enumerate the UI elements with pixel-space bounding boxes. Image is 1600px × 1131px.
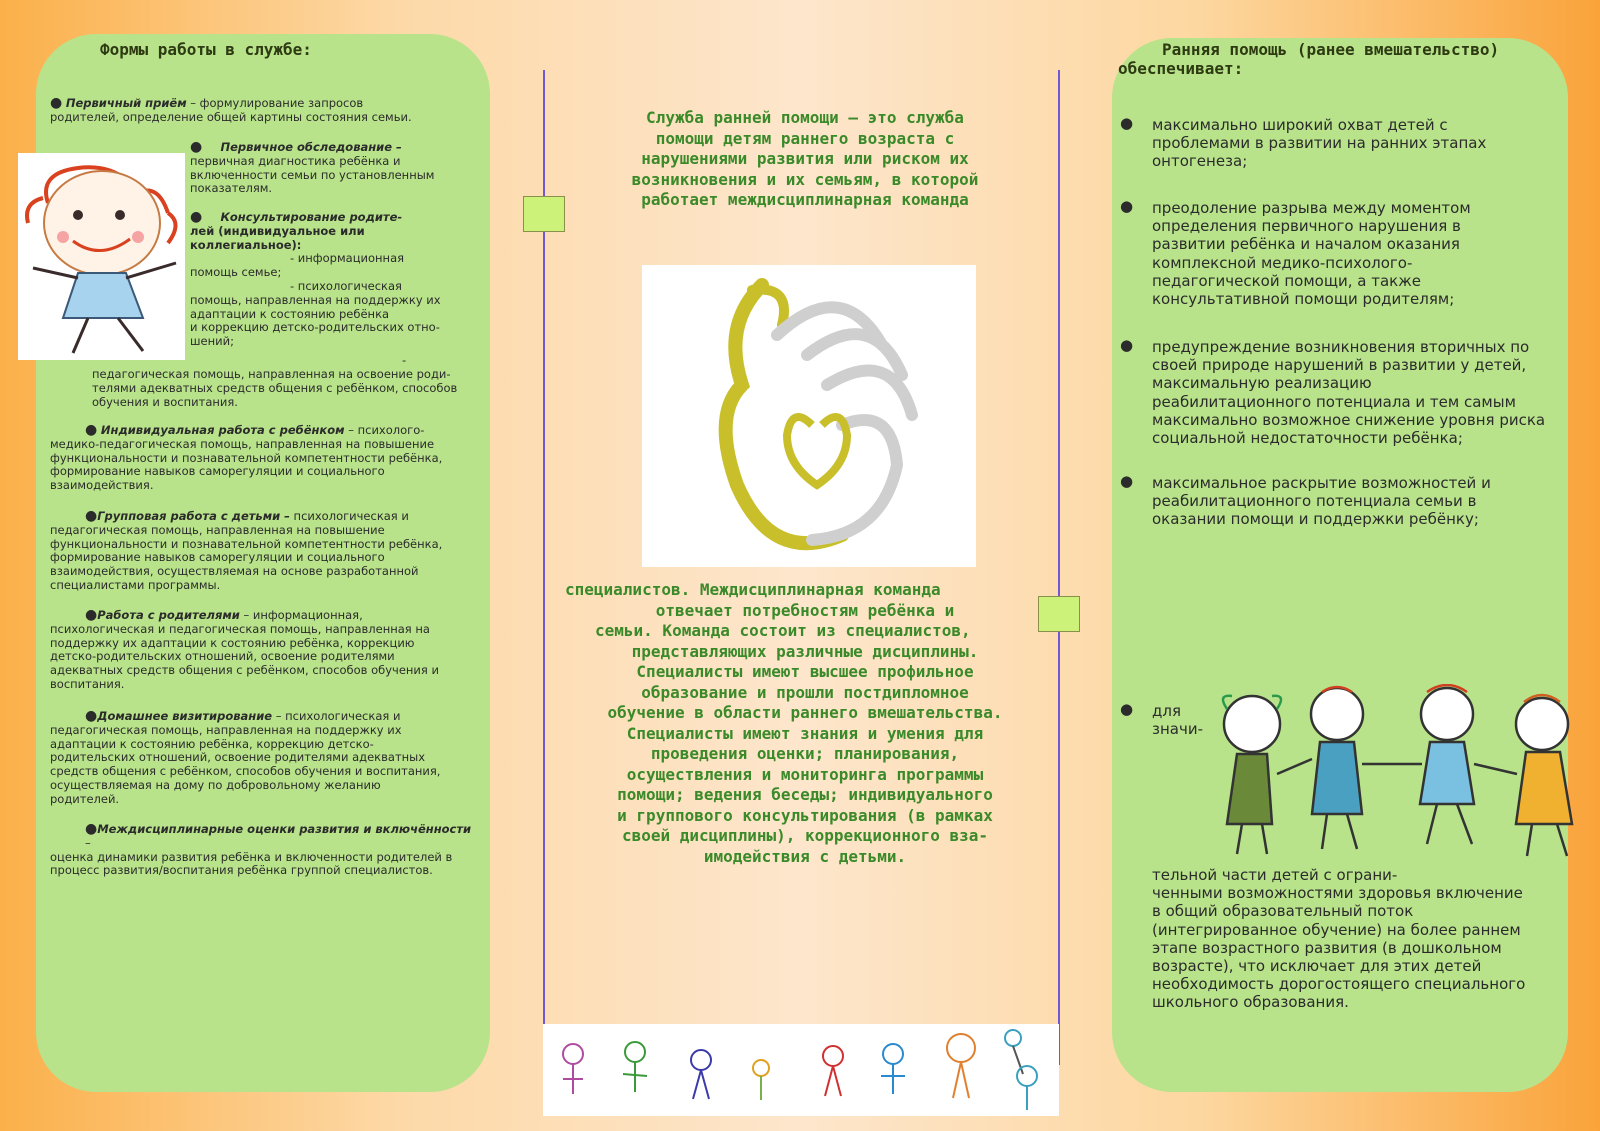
dash-mark: -	[402, 353, 407, 367]
right-title: Ранняя помощь (ранее вмешательство) обеспечивает:	[1118, 40, 1500, 78]
center-right-divider	[1058, 70, 1060, 1065]
kids-strip-image	[543, 1024, 1059, 1116]
bullet-icon: ●	[1120, 336, 1134, 354]
center-intro-text: Служба ранней помощи – это служба помощи детям раннего возраста с нарушениями развития или риском их возникновения и их семьям, в которой работает междисциплинарная команда	[631, 108, 979, 209]
hands-heart-logo	[642, 265, 976, 567]
right-item-5-tail: тельной части детей с ограни- ченными возможностями здоровья включение в общий образовательный поток (интегрированное обучение) на более раннем этапе возрастного развития (в дошкольном возрасте), что исключает для этих детей необходимость дорогостоящего специального школьного образования.	[1152, 866, 1526, 1012]
right-item-4: максимальное раскрытие возможностей и реабилитационного потенциала семьи в оказании помощи и поддержки ребёнку;	[1152, 474, 1491, 529]
item-group-work: ●Групповая работа с детьми – психологическая и педагогическая помощь, направленная на повышение функциональности и познавательной компетентности ребёнка, формирование навыков саморегуляции и социального взаимодействия, осуществляемая на основе разработанной специалистами программы.	[50, 508, 443, 592]
item-primary-intake: ● Первичный приём – формулирование запросов родителей, определение общей картины состояния семьи.	[50, 95, 412, 124]
item-parent-consulting-tail: педагогическая помощь, направленная на освоение роди- телями адекватных средств общения с ребёнком, способов обучения и воспитания.	[92, 367, 458, 409]
item-primary-exam: ● Первичное обследование – первичная диагностика ребёнка и включенности семьи по установленным показателям.	[190, 139, 435, 196]
girl-drawing-image	[18, 153, 185, 360]
bullet-icon: ●	[1120, 700, 1134, 718]
right-item-1: максимально широкий охват детей с проблемами в развитии на ранних этапах онтогенеза;	[1152, 116, 1487, 171]
bullet-icon: ●	[1120, 472, 1134, 490]
bullet-icon: ●	[1120, 114, 1134, 132]
center-team-text: специалистов. Междисциплинарная команда отвечает потребностям ребёнка и семьи. Команда состоит из специалистов, представляющих различные дисциплины. Специалисты имеют высшее профильное образование и прошли постдипломное обучение в области раннего вмешательства. Специалисты имеют знания и умения для проведения оценки; планирования, осуществления и мониторинга программы помощи; ведения беседы; индивидуального и группового консультирования (в рамках своей дисциплины), коррекционного вза- имодействия с детьми.	[565, 580, 1003, 866]
item-parent-consulting: ● Консультирование родите- лей (индивидуальное или коллегиальное): - информационная помощь семье; - психологическая помощь, направленная на поддержку их адаптации к состоянию ребёнка и коррекцию детско-родительских отно- шений;	[190, 209, 441, 349]
right-item-3: предупреждение возникновения вторичных по своей природе нарушений в развитии у детей, максимальную реализацию реабилитационного потенциала и тем самым максимально возможное снижение уровня риска социальной недостаточности ребёнка;	[1152, 338, 1546, 448]
item-home-visiting: ●Домашнее визитирование – психологическая и педагогическая помощь, направленная на поддержку их адаптации к состоянию ребёнка, коррекцию детско- родительских отношений, освоение родителями адекватных средств общения с ребёнком, способов обучения и воспитания, осуществляемая на дому по добровольному желанию родителей.	[50, 708, 441, 806]
dancing-children-image	[1212, 684, 1596, 859]
item-individual-work: ● Индивидуальная работа с ребёнком – психолого- медико-педагогическая помощь, направленная на повышение функциональности и познавательной компетентности ребёнка, формирование навыков саморегуляции и социального взаимодействия.	[50, 422, 443, 493]
bullet-icon: ●	[1120, 197, 1134, 215]
right-item-5-head: для значи-	[1152, 702, 1203, 739]
right-item-2: преодоление разрыва между моментом определения первичного нарушения в развитии ребёнка и началом оказания комплексной медико-психолого- педагогической помощи, а также консультативной помощи родителям;	[1152, 199, 1471, 309]
left-title: Формы работы в службе:	[100, 40, 312, 59]
item-work-with-parents: ●Работа с родителями – информационная, психологическая и педагогическая помощь, направленная на поддержку их адаптации к состоянию ребёнка, коррекцию детско-родительских отношений, освоение родителями адекватных средств общения с ребёнком, способов обучения и воспитания.	[50, 607, 439, 691]
item-interdisciplinary-assessment: ●Междисциплинарные оценки развития и включённости – оценка динамики развития ребёнка и включенности родителей в процесс развития/воспитания ребёнка группой специалистов.	[50, 821, 472, 878]
square-marker-left	[523, 196, 565, 232]
